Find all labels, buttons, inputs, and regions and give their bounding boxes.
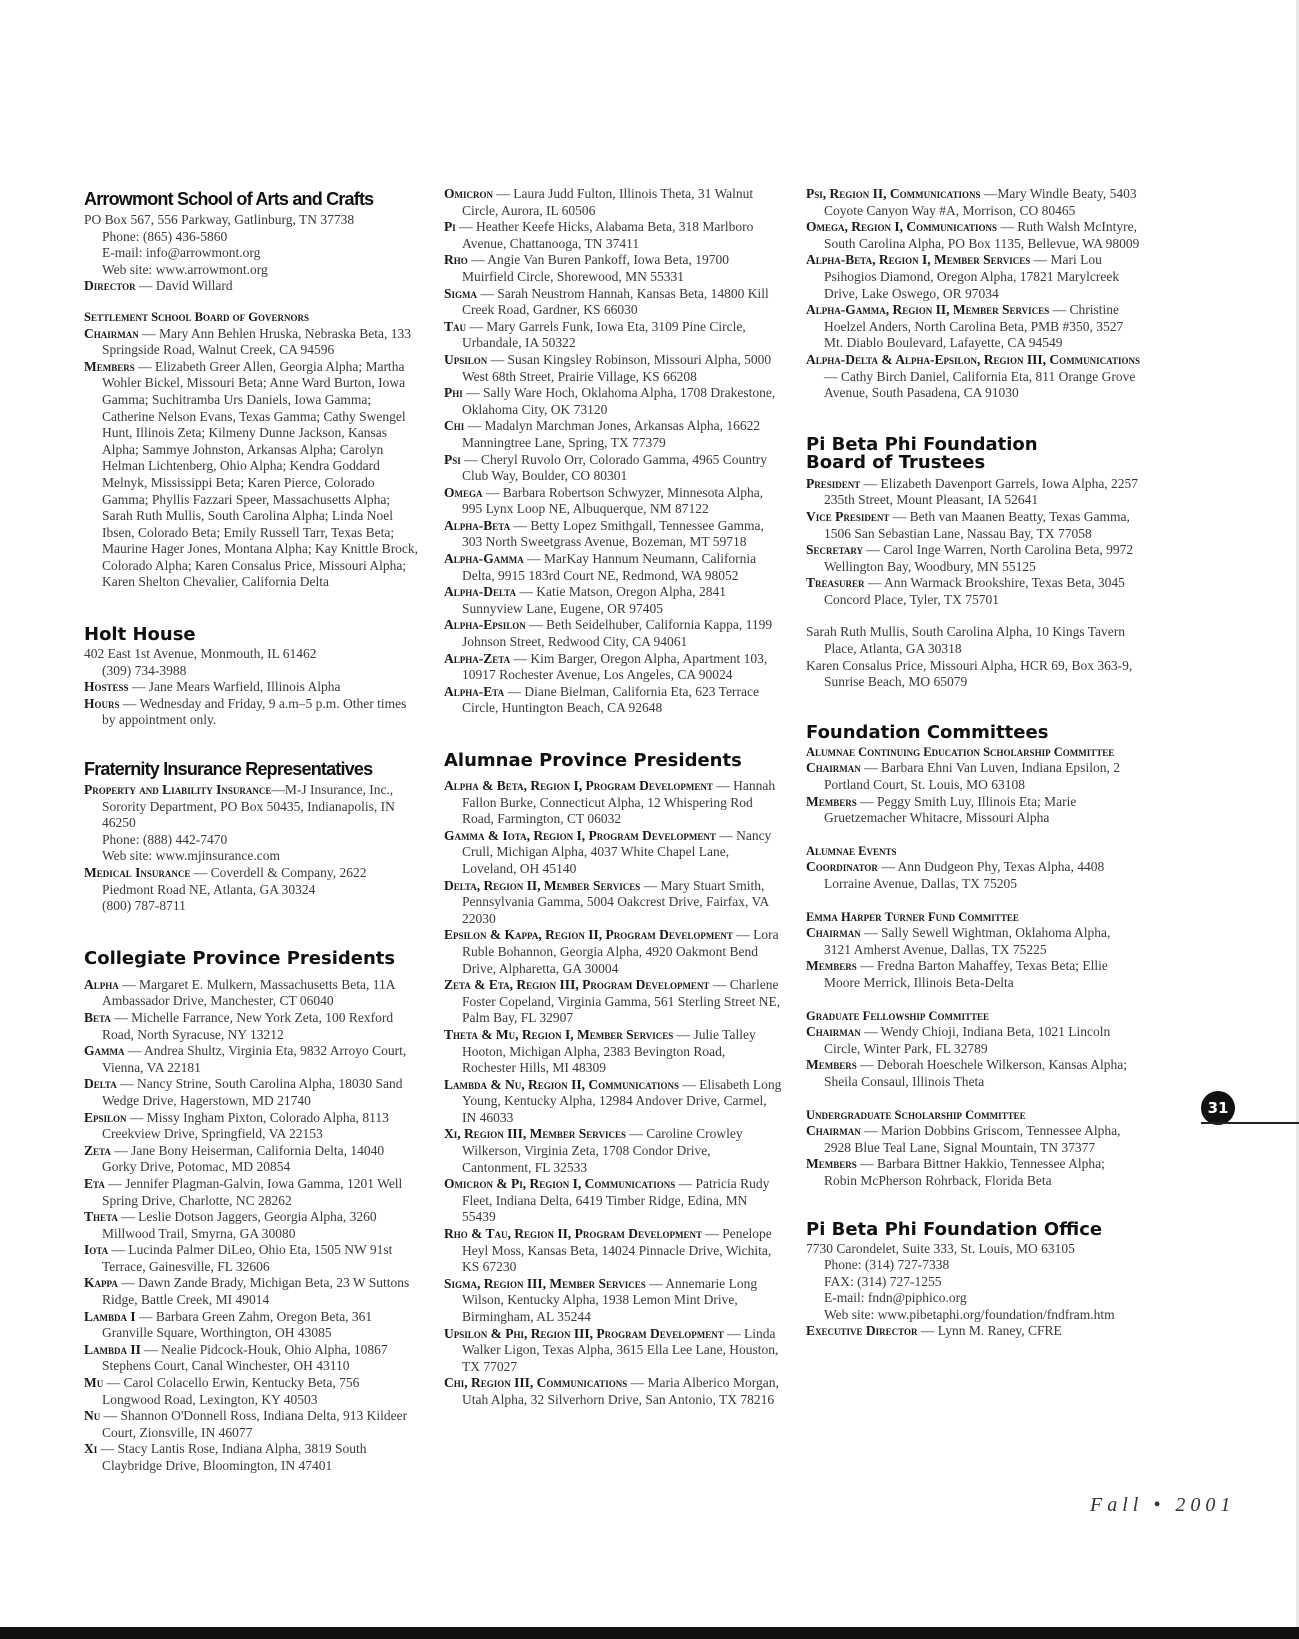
collegiate-president-label: Iota — [84, 1242, 109, 1258]
collegiate-president — [84, 1176, 420, 1209]
hostess-text: — Jane Mears Warfield, Illinois Alpha — [128, 679, 341, 695]
collegiate-president-text: — Dawn Zande Brady, Michigan Beta, 23 W Suttons Ridge, Battle Creek, MI 49014 — [102, 1275, 410, 1308]
alumnae-president-label: Theta & Mu, Region I, Member Services — [444, 1026, 674, 1042]
trustee-officer-text: — Ann Warmack Brookshire, Texas Beta, 3045 Concord Place, Tyler, TX 75701 — [824, 575, 1125, 607]
collegiate-president-label: Kappa — [84, 1275, 118, 1291]
collegiate-president-text: — Madalyn Marchman Jones, Arkansas Alpha, 16622 Manningtree Lane, Spring, TX 77379 — [462, 418, 761, 450]
alumnae-president — [444, 1276, 782, 1326]
collegiate-president — [444, 584, 782, 617]
column-middle — [444, 186, 782, 1409]
alumnae-president — [444, 1077, 782, 1127]
alumnae-president-label: Omicron & Pi, Region I, Communications — [444, 1176, 676, 1192]
collegiate-president-label: Upsilon — [444, 351, 488, 367]
collegiate-president — [84, 1342, 420, 1375]
arrowmont-phone: Phone: (865) 436-5860 — [102, 228, 228, 244]
column-right — [806, 186, 1140, 1340]
alumnae-president — [444, 1226, 782, 1276]
trustee-officer — [806, 509, 1140, 542]
committee-entry-label: Chairman — [806, 925, 861, 941]
collegiate-president — [444, 452, 782, 485]
alumnae-president-label: Alpha-Gamma, Region II, Member Services — [806, 302, 1050, 318]
collegiate-president-text: — Jane Bony Heiserman, California Delta, 14040 Gorky Drive, Potomac, MD 20854 — [102, 1142, 385, 1175]
alumnae-heading: Alumnae Province Presidents — [444, 750, 742, 771]
arrowmont-website: Web site: www.arrowmont.org — [102, 261, 268, 277]
alumnae-president — [444, 1126, 782, 1176]
collegiate-president-text: — Nealie Pidcock-Houk, Ohio Alpha, 10867 Stephens Court, Canal Winchester, OH 43110 — [102, 1341, 388, 1374]
collegiate-president — [444, 352, 782, 385]
collegiate-president — [84, 1076, 420, 1109]
alumnae-president — [444, 1176, 782, 1226]
collegiate-president-label: Psi — [444, 451, 461, 467]
alumnae-president-text: — Nancy Crull, Michigan Alpha, 4037 White Chapel Lane, Loveland, OH 45140 — [462, 827, 772, 876]
collegiate-president — [84, 1143, 420, 1176]
collegiate-president — [444, 252, 782, 285]
alumnae-president-text: — Lora Ruble Bohannon, Georgia Alpha, 4920 Oakmont Bend Drive, Alpharetta, GA 30004 — [462, 927, 779, 976]
collegiate-president-text: — Angie Van Buren Pankoff, Iowa Beta, 19700 Muirfield Circle, Shorewood, MN 55331 — [462, 252, 729, 284]
alumnae-president — [806, 252, 1140, 302]
collegiate-president-text: — Leslie Dotson Jaggers, Georgia Alpha, 3260 Millwood Trail, Smyrna, GA 30080 — [102, 1209, 377, 1241]
collegiate-president-label: Lambda I — [84, 1308, 136, 1324]
office-section — [806, 1220, 1140, 1341]
holt-address: 402 East 1st Avenue, Monmouth, IL 61462 — [84, 646, 317, 662]
collegiate-president — [84, 1275, 420, 1308]
collegiate-president-label: Mu — [84, 1375, 104, 1391]
alumnae-president-text: — Elisabeth Long Young, Kentucky Alpha, 12984 Andover Drive, Carmel, IN 46033 — [462, 1076, 782, 1125]
board-chairman — [84, 326, 420, 359]
collegiate-president-label: Alpha-Epsilon — [444, 617, 526, 633]
alumnae-president-label: Chi, Region III, Communications — [444, 1375, 628, 1391]
column-left — [84, 189, 420, 1475]
committee-heading: Emma Harper Turner Fund Committee — [806, 909, 1019, 924]
committee-entry-label: Chairman — [806, 1024, 861, 1040]
committee-entry — [806, 760, 1140, 793]
collegiate-president-text: — Andrea Shultz, Virginia Eta, 9832 Arroyo Court, Vienna, VA 22181 — [102, 1043, 407, 1075]
committees-heading: Foundation Committees — [806, 721, 1049, 743]
alumnae-president — [444, 977, 782, 1027]
collegiate-president-text: — Barbara Robertson Schwyzer, Minnesota Alpha, 995 Lynx Loop NE, Albuquerque, NM 87122 — [462, 484, 764, 517]
bottom-border-bar — [0, 1627, 1299, 1639]
committee-entry-label: Members — [806, 1057, 857, 1073]
collegiate-president-label: Epsilon — [84, 1109, 127, 1125]
collegiate-president-text: — Stacy Lantis Rose, Indiana Alpha, 3819 South Claybridge Drive, Bloomington, IN 47401 — [97, 1441, 367, 1473]
office-address: 7730 Carondelet, Suite 333, St. Louis, MO 63105 — [806, 1240, 1075, 1256]
collegiate-list — [84, 977, 420, 1475]
committee-entry-label: Chairman — [806, 1123, 861, 1139]
collegiate-president-text: — Shannon O'Donnell Ross, Indiana Delta, 913 Kildeer Court, Zionsville, IN 46077 — [100, 1408, 408, 1440]
holt-house-heading: Holt House — [84, 624, 196, 646]
committee-entry-text: — Wendy Chioji, Indiana Beta, 1021 Lincoln Circle, Winter Park, FL 32789 — [824, 1024, 1111, 1056]
committee-heading: Graduate Fellowship Committee — [806, 1008, 989, 1023]
committee-heading: Alumnae Events — [806, 843, 897, 858]
chairman-text: — Mary Ann Behlen Hruska, Nebraska Beta, 133 Springside Road, Walnut Creek, CA 94596 — [102, 325, 411, 358]
collegiate-president-label: Xi — [84, 1441, 98, 1457]
committee-entry — [806, 1024, 1140, 1057]
committee-entry-label: Members — [806, 1156, 857, 1172]
collegiate-president — [444, 186, 782, 219]
alumnae-president-text: — Ruth Walsh McIntyre, South Carolina Alpha, PO Box 1135, Bellevue, WA 98009 — [824, 219, 1140, 251]
alumnae-president-text: —Mary Windle Beaty, 5403 Coyote Canyon Way #A, Morrison, CO 80465 — [824, 186, 1137, 218]
committee-entry-label: Chairman — [806, 760, 861, 776]
collegiate-president — [84, 1110, 420, 1143]
alumnae-president-label: Rho & Tau, Region II, Program Development — [444, 1226, 703, 1242]
collegiate-president-label: Lambda II — [84, 1341, 141, 1357]
trustee-officer-label: Treasurer — [806, 575, 865, 591]
collegiate-president-text: — Carol Colacello Erwin, Kentucky Beta, 756 Longwood Road, Lexington, KY 40503 — [102, 1375, 360, 1407]
collegiate-president-text: — Barbara Green Zahm, Oregon Beta, 361 Granville Square, Worthington, OH 43085 — [102, 1308, 373, 1341]
collegiate-president-label: Alpha-Gamma — [444, 551, 524, 567]
alumnae-president — [806, 219, 1140, 252]
trustee-officer — [806, 542, 1140, 575]
trustees-heading-line1: Pi Beta Phi Foundation — [806, 433, 1038, 455]
collegiate-president — [444, 219, 782, 252]
alumnae-president-text: — Maria Alberico Morgan, Utah Alpha, 32 Silverhorn Drive, San Antonio, TX 78216 — [462, 1375, 779, 1407]
arrowmont-heading: Arrowmont School of Arts and Crafts — [84, 189, 374, 209]
alumnae-president-text: — Mary Stuart Smith, Pennsylvania Gamma, 5004 Oakcrest Drive, Fairfax, VA 22030 — [462, 877, 769, 926]
collegiate-president-text: — Heather Keefe Hicks, Alabama Beta, 318 Marlboro Avenue, Chattanooga, TN 37411 — [455, 219, 754, 251]
alumnae-president-label: Upsilon & Phi, Region III, Program Development — [444, 1325, 724, 1341]
collegiate-president-label: Beta — [84, 1009, 111, 1025]
committee-entry — [806, 1156, 1140, 1189]
medical-phone: (800) 787-8711 — [102, 898, 186, 914]
issue-footer: Fall • 2001 — [1090, 1494, 1236, 1516]
trustee-officer-text: — Elizabeth Davenport Garrels, Iowa Alpha, 2257 235th Street, Mount Pleasant, IA 52641 — [824, 475, 1139, 508]
alumnae-president — [444, 828, 782, 878]
collegiate-president-text: — Katie Matson, Oregon Alpha, 2841 Sunnyview Lane, Eugene, OR 97405 — [462, 584, 726, 616]
committee-heading: Alumnae Continuing Education Scholarship Committee — [806, 744, 1115, 759]
hours-text: — Wednesday and Friday, 9 a.m–5 p.m. Other times by appointment only. — [102, 695, 407, 728]
office-executive-director — [806, 1323, 1140, 1340]
hours-label: Hours — [84, 695, 120, 711]
alumnae-president-label: Omega, Region I, Communications — [806, 219, 997, 235]
medical-label: Medical Insurance — [84, 865, 191, 880]
arrowmont-email: E-mail: info@arrowmont.org — [102, 245, 261, 261]
alumnae-president-text: — Cathy Birch Daniel, California Eta, 811 Orange Grove Avenue, South Pasadena, CA 91030 — [824, 368, 1136, 401]
exec-label: Executive Director — [806, 1323, 918, 1339]
alumnae-president — [444, 1027, 782, 1077]
alumnae-president-text: — Mari Lou Psihogios Diamond, Oregon Alpha, 17821 Marylcreek Drive, Lake Oswego, OR 97034 — [824, 252, 1120, 301]
members-label: Members — [84, 358, 135, 374]
alumnae-list — [444, 778, 782, 1409]
alumnae-president — [806, 352, 1140, 402]
property-label: Property and Liability Insurance — [84, 782, 272, 798]
collegiate-president-text: — Nancy Strine, South Carolina Alpha, 18030 Sand Wedge Drive, Hagerstown, MD 21740 — [102, 1076, 403, 1108]
office-heading: Pi Beta Phi Foundation Office — [806, 1218, 1103, 1240]
alumnae-president — [444, 1326, 782, 1376]
collegiate-president — [444, 651, 782, 684]
collegiate-president-label: Sigma — [444, 285, 478, 301]
collegiate-president — [84, 1408, 420, 1441]
alumnae-president — [806, 186, 1140, 219]
collegiate-president-text: — Sarah Neustrom Hannah, Kansas Beta, 14800 Kill Creek Road, Gardner, KS 66030 — [462, 285, 769, 318]
collegiate-president — [444, 385, 782, 418]
trustee-officer-label: Vice President — [806, 508, 890, 524]
alumnae-president-text: — Charlene Foster Copeland, Virginia Gamma, 561 Sterling Street NE, Palm Bay, FL 32907 — [462, 977, 781, 1026]
holt-hours — [84, 696, 420, 729]
collegiate-president — [444, 485, 782, 518]
insurance-heading: Fraternity Insurance Representatives — [84, 759, 373, 780]
page-number-rule — [1201, 1122, 1299, 1124]
collegiate-president — [444, 418, 782, 451]
collegiate-president-text: — Jennifer Plagman-Galvin, Iowa Gamma, 1201 Well Spring Drive, Charlotte, NC 28262 — [102, 1175, 403, 1208]
collegiate-president-label: Omicron — [444, 186, 493, 201]
collegiate-president-text: — Kim Barger, Oregon Alpha, Apartment 103, 10917 Rochester Avenue, Los Angeles, CA 90024 — [462, 650, 768, 683]
medical-insurance — [84, 865, 420, 898]
committee-entry-label: Members — [806, 958, 857, 974]
alumnae-president-label: Epsilon & Kappa, Region II, Program Development — [444, 927, 733, 943]
committee-entry-text: — Deborah Hoeschele Wilkerson, Kansas Alpha; Sheila Consaul, Illinois Theta — [824, 1057, 1128, 1089]
collegiate-president-label: Alpha-Eta — [444, 683, 505, 699]
alumnae-president — [806, 302, 1140, 352]
office-email: E-mail: fndn@piphico.org — [824, 1290, 967, 1306]
collegiate-president-label: Alpha-Beta — [444, 517, 511, 533]
collegiate-president-label: Nu — [84, 1408, 101, 1424]
alumnae-president-label: Lambda & Nu, Region II, Communications — [444, 1076, 679, 1092]
collegiate-president-text: — Sally Ware Hoch, Oklahoma Alpha, 1708 Drakestone, Oklahoma City, OK 73120 — [462, 385, 776, 417]
alumnae-president-text: — Penelope Heyl Moss, Kansas Beta, 14024 Pinnacle Drive, Wichita, KS 67230 — [462, 1226, 772, 1275]
collegiate-president-label: Gamma — [84, 1043, 125, 1059]
collegiate-president-label: Phi — [444, 385, 463, 401]
alumnae-president-label: Psi, Region II, Communications — [806, 186, 981, 201]
property-phone: Phone: (888) 442-7470 — [102, 831, 228, 847]
collegiate-president-label: Tau — [444, 318, 467, 334]
committee-entry — [806, 794, 1140, 827]
collegiate-president — [84, 1209, 420, 1242]
collegiate-president-text: — Betty Lopez Smithgall, Tennessee Gamma, 303 North Sweetgrass Avenue, Bozeman, MT 59718 — [462, 517, 764, 550]
collegiate-president — [84, 1309, 420, 1342]
alumnae-president — [444, 778, 782, 828]
chairman-label: Chairman — [84, 325, 139, 341]
trustees-section — [806, 433, 1140, 691]
committee-entry-text: — Barbara Ehni Van Luven, Indiana Epsilon, 2 Portland Court, St. Louis, MO 63108 — [824, 760, 1120, 793]
collegiate-president-text: — Michelle Farrance, New York Zeta, 100 Rexford Road, North Syracuse, NY 13212 — [102, 1009, 394, 1042]
alumnae-president-label: Alpha & Beta, Region I, Program Development — [444, 778, 713, 793]
property-website: Web site: www.mjinsurance.com — [102, 848, 280, 864]
committee-entry — [806, 1123, 1140, 1156]
exec-text: — Lynn M. Raney, CFRE — [917, 1323, 1062, 1339]
committee-entry-text: — Barbara Bittner Hakkio, Tennessee Alpha; Robin McPherson Rohrback, Florida Beta — [824, 1156, 1105, 1188]
alumnae-president-text: — Julie Talley Hooton, Michigan Alpha, 2383 Bevington Road, Rochester Hills, MI 48309 — [462, 1026, 756, 1076]
alumnae-president-text: — Linda Walker Ligon, Texas Alpha, 3615 Ella Lee Lane, Houston, TX 77027 — [462, 1325, 779, 1374]
collegiate-president-label: Rho — [444, 252, 468, 268]
collegiate-president-text: — Mary Garrels Funk, Iowa Eta, 3109 Pine Circle, Urbandale, IA 50322 — [462, 318, 746, 351]
collegiate-president-label: Eta — [84, 1175, 105, 1191]
collegiate-president-text: — MarKay Hannum Neumann, California Delta, 9915 183rd Court NE, Redmond, WA 98052 — [462, 551, 757, 583]
alumnae-president-text: — Caroline Crowley Wilkerson, Virginia Zeta, 1708 Condor Drive, Cantonment, FL 32533 — [462, 1126, 743, 1175]
alumnae-president-text: — Patricia Rudy Fleet, Indiana Delta, 6419 Timber Ridge, Edina, MN 55439 — [462, 1176, 770, 1225]
collegiate-president-text: — Lucinda Palmer DiLeo, Ohio Eta, 1505 NW 91st Terrace, Gainesville, FL 32606 — [102, 1242, 393, 1274]
collegiate-president-text: — Beth Seidelhuber, California Kappa, 1199 Johnson Street, Redwood City, CA 94061 — [462, 617, 773, 650]
collegiate-president-label: Pi — [444, 219, 456, 235]
trustee-member: Karen Consalus Price, Missouri Alpha, HCR 69, Box 363-9, Sunrise Beach, MO 65079 — [806, 657, 1133, 690]
collegiate-president-label: Zeta — [84, 1142, 111, 1158]
collegiate-president-label: Omega — [444, 484, 483, 500]
alumnae-president — [444, 878, 782, 928]
alumnae-president-label: Delta, Region II, Member Services — [444, 877, 641, 893]
arrowmont-section — [84, 189, 420, 591]
trustee-officer — [806, 476, 1140, 509]
collegiate-president-text: — Cheryl Ruvolo Orr, Colorado Gamma, 4965 Country Club Way, Boulder, CO 80301 — [460, 451, 767, 484]
collegiate-president — [84, 1242, 420, 1275]
collegiate-president-label: Chi — [444, 418, 465, 434]
alumnae-president-label: Zeta & Eta, Region III, Program Development — [444, 977, 710, 993]
committee-entry-text: — Marion Dobbins Griscom, Tennessee Alpha, 2928 Blue Teal Lane, Signal Mountain, TN 37377 — [824, 1123, 1121, 1155]
committees-section — [806, 723, 1140, 1190]
collegiate-president — [444, 617, 782, 650]
committee-entry-text: — Ann Dudgeon Phy, Texas Alpha, 4408 Lorraine Avenue, Dallas, TX 75205 — [824, 859, 1105, 891]
collegiate-president-label: Alpha-Zeta — [444, 650, 511, 666]
collegiate-heading: Collegiate Province Presidents — [84, 947, 396, 969]
alumnae-president-label: Gamma & Iota, Region I, Program Development — [444, 827, 716, 843]
trustee-member: Sarah Ruth Mullis, South Carolina Alpha, 10 Kings Tavern Place, Atlanta, GA 30318 — [806, 624, 1126, 657]
alumnae-president-text: — Christine Hoelzel Anders, North Carolina Beta, PMB #350, 3527 Mt. Diablo Boulevard, Lafayette, CA 94549 — [824, 302, 1124, 351]
collegiate-president-label: Theta — [84, 1209, 118, 1225]
collegiate-president — [84, 1375, 420, 1408]
alumnae-president-label: Sigma, Region III, Member Services — [444, 1275, 646, 1291]
collegiate-president-label: Alpha-Delta — [444, 584, 517, 600]
committee-entry-text: — Peggy Smith Luy, Illinois Eta; Marie Gruetzemacher Whitacre, Missouri Alpha — [824, 793, 1077, 826]
medical-text: — Coverdell & Company, 2622 Piedmont Road NE, Atlanta, GA 30324 — [102, 865, 367, 897]
alumnae-president — [444, 927, 782, 977]
alumnae-section — [444, 751, 782, 1409]
holt-phone: (309) 734-3988 — [102, 662, 187, 678]
alumnae-president-label: Alpha-Delta & Alpha-Epsilon, Region III, Communications — [806, 351, 1140, 367]
trustee-officer-label: President — [806, 475, 861, 491]
committee-entry — [806, 925, 1140, 958]
collegiate-president-label: Alpha — [84, 976, 119, 992]
alumnae-president-label: Xi, Region III, Member Services — [444, 1126, 626, 1142]
committee-entry — [806, 958, 1140, 991]
committee-entry-text: — Fredna Barton Mahaffey, Texas Beta; Ellie Moore Merrick, Illinois Beta-Delta — [824, 958, 1108, 990]
collegiate-president — [84, 1441, 420, 1474]
collegiate-president — [84, 1010, 420, 1043]
trustee-officer-text: — Beth van Maanen Beatty, Texas Gamma, 1506 San Sebastian Lane, Nassau Bay, TX 77058 — [824, 508, 1130, 541]
collegiate-president-text: — Diane Bielman, California Eta, 623 Terrace Circle, Huntington Beach, CA 92648 — [462, 683, 759, 716]
collegiate-president-text: — Missy Ingham Pixton, Colorado Alpha, 8113 Creekview Drive, Springfield, VA 22153 — [102, 1109, 389, 1142]
office-website: Web site: www.pibetaphi.org/foundation/fndfram.htm — [824, 1306, 1115, 1322]
arrowmont-director — [84, 278, 420, 295]
insurance-section — [84, 759, 420, 915]
collegiate-president — [444, 319, 782, 352]
property-text: —M-J Insurance, Inc., Sorority Department, PO Box 50435, Indianapolis, IN 46250 — [102, 782, 395, 831]
office-phone: Phone: (314) 727-7338 — [824, 1257, 950, 1273]
collegiate-president — [444, 684, 782, 717]
committee-entry-text: — Sally Sewell Wightman, Oklahoma Alpha, 3121 Amherst Avenue, Dallas, TX 75225 — [824, 925, 1111, 957]
property-insurance — [84, 782, 420, 832]
collegiate-president — [84, 1043, 420, 1076]
alumnae-president — [444, 1375, 782, 1408]
collegiate-section — [84, 949, 420, 1475]
alumnae-continued-list — [806, 186, 1140, 402]
committee-entry-label: Coordinator — [806, 859, 878, 875]
office-fax: FAX: (314) 727-1255 — [824, 1273, 942, 1289]
collegiate-president — [444, 286, 782, 319]
holt-house-section — [84, 625, 420, 729]
committee-heading: Undergraduate Scholarship Committee — [806, 1107, 1026, 1122]
collegiate-president-text: — Laura Judd Fulton, Illinois Theta, 31 Walnut Circle, Aurora, IL 60506 — [462, 186, 754, 218]
trustee-officer-label: Secretary — [806, 542, 864, 558]
trustees-list — [806, 476, 1140, 609]
alumnae-president-text: — Annemarie Long Wilson, Kentucky Alpha, 1938 Lemon Mint Drive, Birmingham, AL 35244 — [462, 1275, 758, 1324]
arrowmont-address: PO Box 567, 556 Parkway, Gatlinburg, TN 37738 — [84, 212, 355, 227]
board-members — [84, 359, 420, 591]
committee-entry — [806, 859, 1140, 892]
page-number-badge: 31 — [1201, 1091, 1235, 1125]
collegiate-president — [444, 518, 782, 551]
trustee-officer-text: — Carol Inge Warren, North Carolina Beta, 9972 Wellington Bay, Woodbury, MN 55125 — [824, 542, 1134, 574]
collegiate-president-text: — Margaret E. Mulkern, Massachusetts Beta, 11A Ambassador Drive, Manchester, CT 06040 — [102, 976, 395, 1009]
committee-entry-label: Members — [806, 793, 857, 809]
director-label: Director — [84, 278, 136, 294]
hostess-label: Hostess — [84, 679, 129, 695]
committee-entry — [806, 1057, 1140, 1090]
director-text: — David Willard — [135, 278, 233, 294]
collegiate-continued-list — [444, 186, 782, 717]
alumnae-president-text: — Hannah Fallon Burke, Connecticut Alpha, 12 Whispering Rod Road, Farmington, CT 06032 — [462, 778, 776, 827]
board-of-governors-heading: Settlement School Board of Governors — [84, 309, 309, 324]
members-text: — Elizabeth Greer Allen, Georgia Alpha; Martha Wohler Bickel, Missouri Beta; Anne Ward Burton, Iowa Gamma; Suchitramba Urs Daniels, Iowa Gamma; Catherine Nelson Evans, Texas Gamma; Cathy Swengel Hunt, Illinois Zeta; Kilmeny Dunne Jackson, Kansas Alpha; Sammye Johnston, Arkansas Alpha; Carolyn Helman Lichtenberg, Ohio Alpha; Kendra Goddard Melnyk, Mississippi Beta; Karen Pierce, Colorado Gamma; Phyllis Fazzari Speer, Massachusetts Alpha; Sarah Ruth Mullis, South Carolina Alpha; Linda Noel Ibsen, Colorado Beta; Emily Russell Tarr, Texas Beta; Maurine Hager Jones, Montana Alpha; Kay Knittle Brock, Colorado Alpha; Karen Consalus Price, Missouri Alpha; Karen Shelton Chevalier, California Delta — [102, 358, 419, 590]
collegiate-president — [84, 977, 420, 1010]
collegiate-president-label: Delta — [84, 1076, 117, 1092]
holt-hostess — [84, 679, 420, 696]
alumnae-president-label: Alpha-Beta, Region I, Member Services — [806, 252, 1031, 268]
trustee-officer — [806, 575, 1140, 608]
committees-list — [806, 744, 1140, 1190]
collegiate-president-text: — Susan Kingsley Robinson, Missouri Alpha, 5000 West 68th Street, Prairie Village, KS 66208 — [462, 351, 772, 384]
collegiate-president — [444, 551, 782, 584]
trustees-heading-line2: Board of Trustees — [806, 451, 986, 473]
trustees-others-list — [806, 624, 1140, 690]
